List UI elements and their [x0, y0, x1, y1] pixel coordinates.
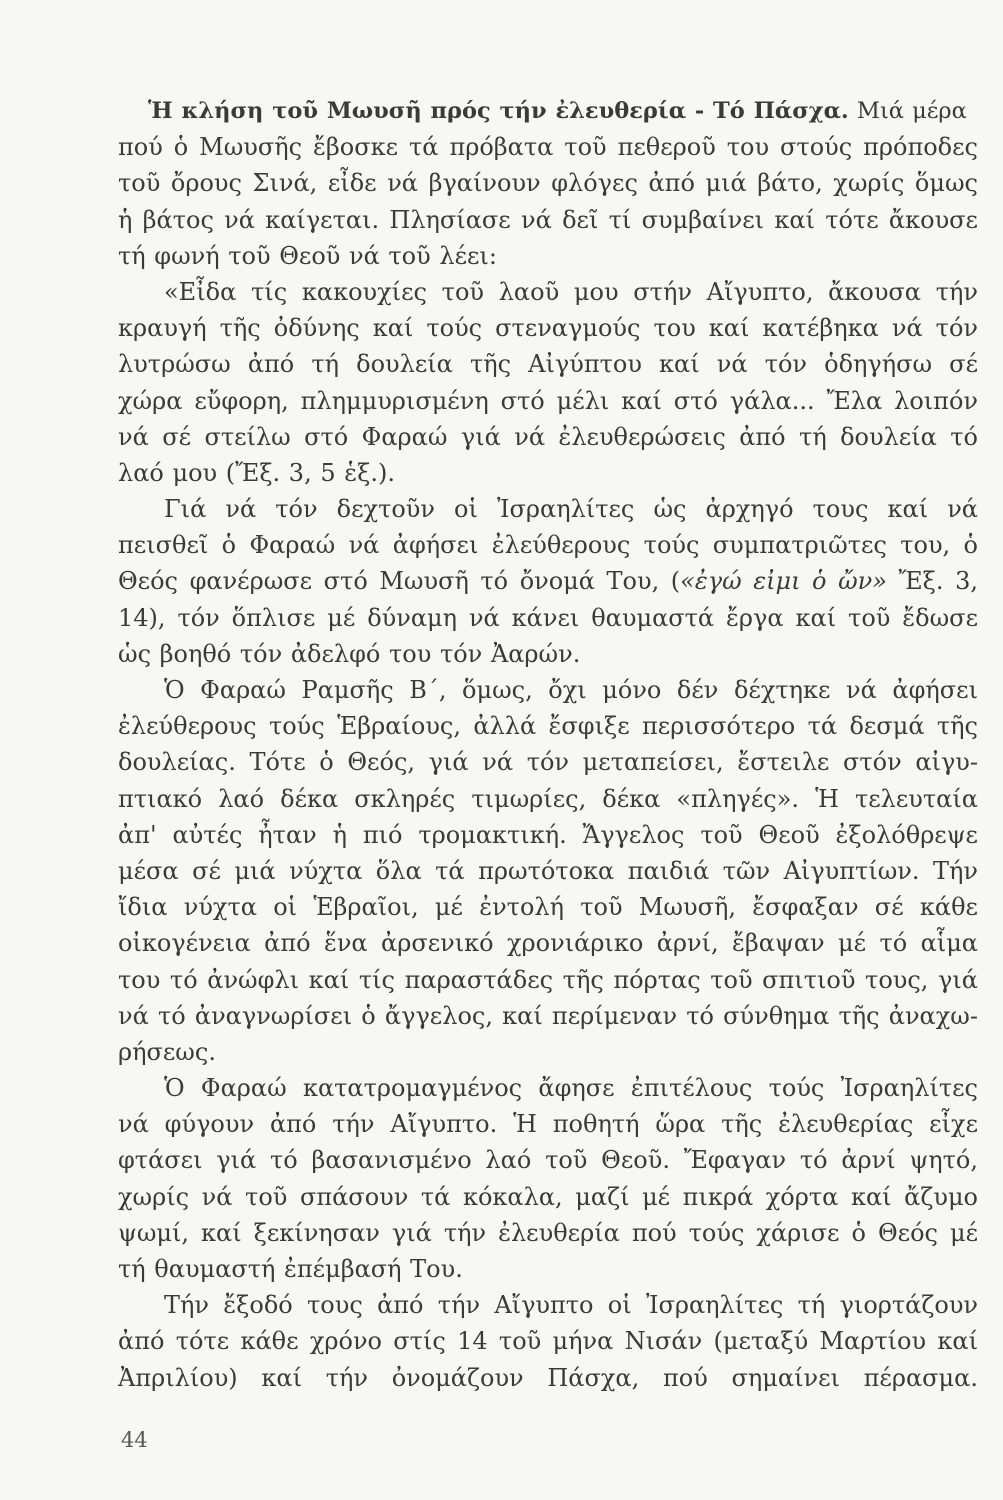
text-line: ὡς βοηθό τόν ἀδελφό του τόν Ἀαρών.: [118, 639, 581, 668]
text-line: τή θαυμαστή ἐπέμβασή Του.: [118, 1255, 463, 1283]
text-line: ἀπ' αὐτές ἦταν ἡ πιό τρομακτική. Ἄγγελος τοῦ Θεοῦ ἐξολόθρεψε: [118, 820, 978, 849]
section-heading: Ἡ κλήση τοῦ Μωυσῆ πρός τήν ἐλευθερία - Τό Πάσχα.: [148, 98, 849, 124]
heading-continuation: Μιά μέρα: [848, 98, 967, 124]
page-number: 44: [121, 1428, 148, 1452]
text-line: [118, 563, 978, 599]
text-line: μέσα σέ μιά νύχτα ὅλα τά πρωτότοκα παιδιά τῶν Αἰγυπτίων. Τήν: [118, 856, 978, 885]
text-line: νά φύγουν ἀπό τήν Αἴγυπτο. Ἡ ποθητή ὥρα τῆς ἐλευθερίας εἶχε: [118, 1110, 978, 1139]
text-line: 14), τόν ὅπλισε μέ δύναμη νά κάνει θαυμαστά ἔργα καί τοῦ ἔδωσε: [118, 603, 978, 632]
text-line: ἴδια νύχτα οἱ Ἑβραῖοι, μέ ἐντολή τοῦ Μωυσῆ, ἔσφαξαν σέ κάθε: [118, 893, 978, 922]
text-line: κραυγή τῆς ὀδύνης καί τούς στεναγμούς του καί κατέβηκα νά τόν: [118, 314, 978, 343]
text-line: ἀπό τότε κάθε χρόνο στίς 14 τοῦ μήνα Νισάν (μεταξύ Μαρτίου καί: [118, 1327, 978, 1356]
line-segment: Θεός φανέρωσε στό Μωυσῆ τό ὄνομά Του, (: [118, 567, 681, 596]
text-line: νά τό ἀναγνωρίσει ὁ ἄγγελος, καί περίμεναν τό σύνθημα τῆς ἀναχω-: [118, 1001, 978, 1030]
page-text: [118, 93, 978, 1396]
text-line: τή φωνή τοῦ Θεοῦ νά τοῦ λέει:: [118, 241, 497, 270]
text-line: του τό ἀνώφλι καί τίς παραστάδες τῆς πόρτας τοῦ σπιτιοῦ τους, γιά: [118, 965, 978, 994]
text-line: ἐλεύθερους τούς Ἑβραίους, ἀλλά ἔσφιξε περισσότερο τά δεσμά τῆς: [118, 712, 978, 741]
text-line: χώρα εὔφορη, πλημμυρισμένη στό μέλι καί στό γάλα... Ἔλα λοιπόν: [118, 386, 978, 415]
text-line: πεισθεῖ ὁ Φαραώ νά ἀφήσει ἐλεύθερους τούς συμπατριῶτες του, ὁ: [118, 531, 978, 560]
text-line: ἡ βάτος νά καίγεται. Πλησίασε νά δεῖ τί συμβαίνει καί τότε ἄκουσε: [118, 205, 978, 234]
text-line: λυτρώσω ἀπό τή δουλεία τῆς Αἰγύπτου καί νά τόν ὁδηγήσω σέ: [118, 350, 978, 379]
text-line: ρήσεως.: [118, 1037, 216, 1066]
text-line: Ἀπριλίου) καί τήν ὀνομάζουν Πάσχα, πού σημαίνει πέρασμα.: [118, 1363, 978, 1392]
text-line: φτάσει γιά τό βασανισμένο λαό τοῦ Θεοῦ. Ἔφαγαν τό ἀρνί ψητό,: [118, 1146, 978, 1175]
text-line: «Εἶδα τίς κακουχίες τοῦ λαοῦ μου στήν Αἴγυπτο, ἄκουσα τήν: [164, 277, 978, 306]
line-segment: Ἔξ. 3,: [886, 567, 978, 596]
text-line: πού ὁ Μωυσῆς ἔβοσκε τά πρόβατα τοῦ πεθεροῦ του στούς πρόποδες: [118, 133, 978, 162]
text-line: Ὁ Φαραώ Ραμσῆς Β΄, ὅμως, ὄχι μόνο δέν δέχτηκε νά ἀφήσει: [164, 676, 978, 704]
text-line: χωρίς νά τοῦ σπάσουν τά κόκαλα, μαζί μέ πικρά χόρτα καί ἄζυμο: [118, 1182, 978, 1211]
text-line: ψωμί, καί ξεκίνησαν γιά τήν ἐλευθερία πού τούς χάρισε ὁ Θεός μέ: [118, 1218, 978, 1247]
text-line: δουλείας. Τότε ὁ Θεός, γιά νά τόν μεταπείσει, ἔστειλε στόν αἰγυ-: [118, 748, 978, 777]
text-line: [118, 93, 978, 129]
text-line: Γιά νά τόν δεχτοῦν οἱ Ἰσραηλίτες ὡς ἀρχηγό τους καί νά: [164, 495, 978, 524]
text-line: Τήν ἔξοδό τους ἀπό τήν Αἴγυπτο οἱ Ἰσραηλίτες τή γιορτάζουν: [164, 1291, 978, 1320]
italic-quote: «ἐγώ εἰμι ὁ ὤν»: [680, 567, 887, 596]
text-line: Ὁ Φαραώ κατατρομαγμένος ἄφησε ἐπιτέλους τούς Ἰσραηλίτες: [164, 1074, 978, 1103]
text-line: οἰκογένεια ἀπό ἕνα ἀρσενικό χρονιάρικο ἀρνί, ἔβαψαν μέ τό αἷμα: [118, 929, 978, 958]
text-line: πτιακό λαό δέκα σκληρές τιμωρίες, δέκα «πληγές». Ἡ τελευταία: [118, 784, 978, 813]
text-line: λαό μου (Ἔξ. 3, 5 ἑξ.).: [118, 458, 395, 487]
text-line: νά σέ στείλω στό Φαραώ γιά νά ἐλευθερώσεις ἀπό τή δουλεία τό: [118, 422, 978, 451]
text-line: τοῦ ὄρους Σινά, εἶδε νά βγαίνουν φλόγες ἀπό μιά βάτο, χωρίς ὅμως: [118, 169, 978, 198]
